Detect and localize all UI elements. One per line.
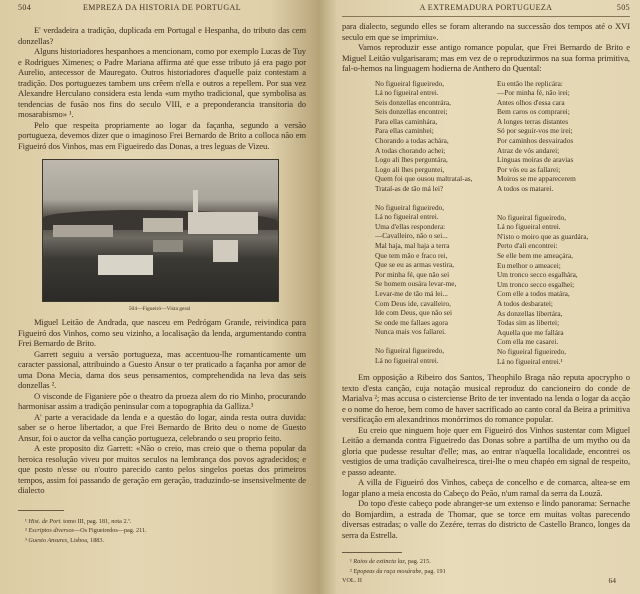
poem-line: No figueiral figueiredo, [375, 202, 445, 212]
poem-line: Lá no figueiral entrei. [375, 88, 439, 98]
text-block-top [342, 21, 630, 74]
stanza [497, 79, 619, 194]
poem-column-left [375, 79, 497, 367]
poem-line: Eu então lhe replicára: [497, 78, 563, 88]
poem-line: Eu melhor o ameacei; [497, 260, 561, 270]
stanza-gap [375, 194, 497, 203]
paragraph: Garrett seguiu a versão portugueza, mas accentuou-lhe romanticamente um caracter passional, attribuindo a Guesto Ansur o ter praticado a façanha por amor de uma Dona Mecia, dama dos seus pensamentos, comprehendida na leva das seis donzellas ². [18, 348, 306, 390]
poem-line: A todos desbaratei; [497, 298, 553, 308]
page-number: 505 [616, 3, 630, 12]
header-rule [342, 16, 630, 17]
paragraph: Eu creio que ninguem hoje quer em Figueiró dos Vinhos sustentar com Miguel Leitão a demanda contra Figueiredo das Donas sobre a partilha de um mytho ou da gloria que pudesse resultar d'elle; mas, ao entrar n'aquella localidade, encontrei os vestigios de uma tradição cavalheiresca, tirei-lhe o meu chapéo em signal de respeito, e passo adeante. [342, 424, 630, 477]
poem-line: Nunca mais vos fallarei. [375, 327, 446, 337]
footnote: ³ Guesto Ansures, Lisboa, 1883. [25, 536, 105, 544]
poem-line: Logo ali lhes perguntei, [375, 164, 445, 174]
poem-line: Linguas moiras de aravias [497, 155, 574, 165]
photograph-figueiro-view [42, 159, 279, 302]
poem-line: Lá no figueiral entrei. [375, 212, 439, 222]
paragraph: Em opposição a Ribeiro dos Santos, Theophilo Braga não reputa apocrypho o texto d'esta canção, cuja notação musical reproduz do cancioneiro do conde de Marialva ²; mas accusa o cisterciense Brito de ter inventado na lenda o logar da acção e o nome do heroe, bem como de haver sacrificado ao canto coral da Beira a primitiva versificação em alexandrinos monórrimos do romance popular. [342, 372, 630, 425]
poem-line: No figueiral figueiredo, [497, 212, 567, 222]
stanza [375, 79, 497, 194]
footnotes [350, 557, 630, 576]
poem-line: A todas chorando achei; [375, 145, 446, 155]
poem-line: Perto d'ali encontrei: [497, 241, 558, 251]
poem-line: Para ellas caminhára, [375, 116, 438, 126]
poem-line: Se onde me fallaes agora [375, 317, 448, 327]
poem-line: Se homem ousára levar-me, [375, 279, 457, 289]
footnote-rule [342, 552, 402, 553]
poem-line: Lá no figueiral entrei. [497, 222, 561, 232]
poem-line: Lá no figueiral entrei. [375, 355, 439, 365]
poem-column-right [497, 79, 619, 367]
poem-line: Aquella que me fallára [497, 327, 564, 337]
poem-line: No figueiral figueiredo, [497, 346, 567, 356]
poem-line: Mal haja, mal haja a terra [375, 241, 450, 250]
footnote-rule [18, 510, 64, 511]
poem-line: Quem foi que ousou maltratal-as, [375, 174, 473, 184]
left-page [0, 0, 318, 594]
running-head: A EXTREMADURA PORTUGUEZA [419, 3, 553, 12]
poem-line: As donzellas libertára, [497, 308, 563, 318]
poem-line: Por vós eu as fallarei; [497, 164, 561, 174]
paragraph: Pelo que respeita propriamente ao logar da façanha, segundo a versão portugueza, devemos dizer que o imaginoso Frei Bernardo de Brito a colloca não em Figueiró dos Vinhos, mas em Figueiredo das Donas, a tres leguas de Vizeu. [18, 119, 306, 151]
text-block-bottom [18, 317, 306, 496]
stanza [375, 203, 497, 337]
footnote: ² Escriptos diversos—Os Figueiredos—pag. 211. [25, 527, 147, 535]
page-foot [342, 576, 630, 586]
stanza [375, 346, 497, 365]
poem-line: Que se eu as armas vestira, [375, 260, 455, 270]
paragraph: A villa de Figueiró dos Vinhos, cabeça de concelho e de comarca, altea-se em logar plano a meia encosta do Cabeço do Peão, n'um ramal da serra da Louzã. [342, 477, 630, 498]
page-header [342, 3, 630, 15]
poem-line: Seis donzellas encontrei; [375, 107, 448, 117]
poem-line: Ide com Deus, que não sei [375, 308, 452, 318]
figure-caption: 504—Figueiró—Vista geral [128, 306, 191, 312]
poem-line: No figueiral figueiredo, [375, 78, 445, 88]
paragraph: para dialecto, segundo elles se foram alterando na successão dos tempos até o XVI seculo em que se imprimiu». [342, 21, 630, 42]
footnote: ¹ Raios de extincta luz, pag. 215. [350, 558, 431, 566]
stanza [497, 347, 619, 366]
poem-line: Antes olhos d'essa cara [497, 97, 565, 107]
right-page [318, 0, 640, 594]
poem-line: Uma d'ellas respondera: [375, 221, 446, 231]
running-head: EMPREZA DA HISTORIA DE PORTUGAL [82, 3, 241, 12]
poem-line: Se elle bem me ameaçára, [497, 251, 573, 260]
footnote: ² Epopeas da raça mosárabe, pag. 191 [350, 567, 446, 575]
poem-line: Para ellas caminhei; [375, 126, 434, 136]
poem-line: No figueiral figueiredo, [375, 345, 445, 355]
poem-line: Um tronco secco esgalhei; [497, 279, 575, 289]
poem-line: Atraz de vós andarei; [497, 145, 560, 155]
paragraph: Vamos reproduzir esse antigo romance popular, que Frei Bernardo de Brito e Miguel Leitão vulgarisaram; mas em vez de o reproduzirmos na sua forma primitiva, fal-o-hemos na linguagem hodierna de Anthero do Quental: [342, 42, 630, 73]
stanza-gap [497, 194, 619, 213]
poem-line: Moiros se me apparecerem [497, 174, 576, 184]
page-header [18, 3, 306, 15]
stanza [497, 213, 619, 347]
paragraph: Miguel Leitão de Andrada, que nasceu em Pedrógam Grande, reivindica para Figueiró dos Vinhos, como seu vizinho, a localisação da lenda, argumentando contra Frei Bernardo de Brito. [18, 317, 306, 348]
poem-line: N'isto o moiro que as guardára, [497, 231, 589, 241]
poem-line: Lá no figueiral entrei.¹ [497, 356, 563, 366]
poem-line: Levar-me de tão má lei... [375, 288, 448, 298]
poem-line: Logo ali lhes perguntára, [375, 155, 448, 165]
paragraph: Do topo d'este cabeço pode abranger-se um extenso e lindo panorama: Sernache do Bomjardim, a estrada de Thomar, que se torce em muitas voltas parecendo diversas estradas; o valle do Zezére, terras do districto de Castello Branco, longes da serra da Estrella. [342, 498, 630, 540]
paragraph: E' verdadeira a tradição, duplicada em Portugal e Hespanha, do tributo das cem donzellas? [18, 25, 306, 46]
poem-line: Bem caros os comprarei; [497, 107, 570, 117]
poem-line: Que tem mão e fraco rei, [375, 250, 448, 260]
poem-line: Só por seguir-vos me irei; [497, 126, 573, 136]
poem-line: —Por minha fé, não irei; [497, 88, 570, 98]
paragraph: A este proposito diz Garrett: «Não o creio, mas creio que o thema popular da heroica resolução viveu por muitos seculos na lembrança dos povos agradecidos; e que posto n'esse ou n'outro parecido canto pelos singelos poetas dos primeiros tempos, assim foi passando de geração em geração, traduzindo-se insensivelmente de dialecto [18, 443, 306, 495]
stanza-gap [375, 337, 497, 346]
poem-line: Tratal-as de tão má lei? [375, 184, 444, 194]
poem-line: Com elle a todos matára, [497, 289, 570, 299]
sheet-number: 64 [608, 576, 616, 586]
poem-line: Chorando a todas achára, [375, 136, 449, 146]
paragraph: O visconde de Figaniere põe o theatro da proeza alem do rio Minho, procurando harmonisar assim a tradição peninsular com a topographia da Galliza.³ [18, 390, 306, 411]
poem-line: —Cavalleiro, não o sei... [375, 231, 448, 241]
page-number: 504 [18, 3, 32, 12]
text-block-top [18, 25, 306, 151]
footnote: ¹ Hist. de Port. tomo III, pag. 181, nota 2.ª. [25, 517, 132, 525]
poem-line: Seis donzellas encontrára, [375, 97, 451, 107]
poem-line: Todas sim as libertei; [497, 318, 560, 328]
paragraph: A' parte a veracidade da lenda e a questão do logar, ainda resta outra duvida: saber se o heroe libertador, a que Frei Bernardo de Brito deu o nome de Guesto Ansur, foi o auctor da velha canção portugueza, celebrando o seu proprio feito. [18, 411, 306, 443]
footnotes [25, 517, 306, 546]
text-block-bottom [342, 372, 630, 540]
poem-line: Por caminhos desvairados [497, 136, 574, 146]
poem-line: A todos os matarei. [497, 184, 554, 194]
signature-mark: VOL. II [342, 577, 362, 585]
poem-line: A longes terras distantes [497, 116, 569, 126]
poem-line: Um tronco secco esgalhára, [497, 270, 578, 280]
poem-line: Com Deus ide, cavalleiro, [375, 298, 451, 308]
paragraph: Alguns historiadores hespanhoes a mencionam, como por exemplo Lucas de Tuy e Rodrigues Ximenes; o Padre Mariana affirma até que esse tributo já era pago por Aurelio, antecessor de Mauregato. Outros historiadores d'aquelle paiz contestam a tradição. Dos portuguezes tambem uns crêem n'ella e outros a repellem. Por sua vez Alexandre Herculano considera esta lenda «um mytho tradicional, que symbolisa as tendencias de fusão nos fins do seculo VIII, e a preponderancia transitoria do mosarabismo» ¹. [18, 46, 306, 119]
poem-line: Com ella me casarei. [497, 337, 559, 347]
poem [342, 79, 630, 367]
poem-line: Por minha fé, que não sei [375, 269, 450, 279]
